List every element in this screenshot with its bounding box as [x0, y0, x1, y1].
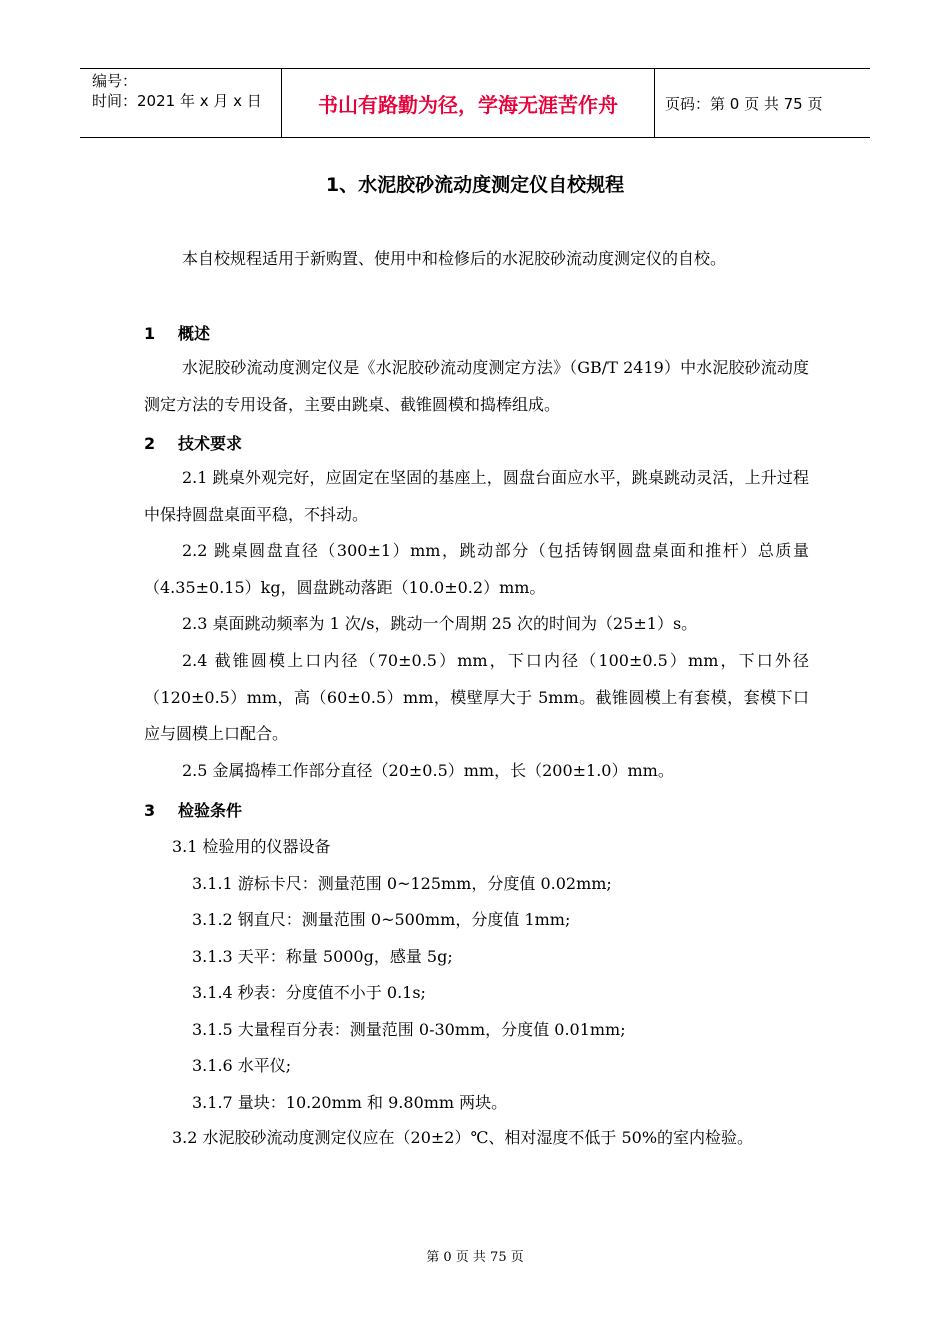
- equipment-item: 3.1.2 钢直尺：测量范围 0~500mm，分度值 1mm;: [192, 910, 571, 929]
- subsection-3-1: 3.1 检验用的仪器设备: [172, 837, 331, 856]
- subsection-3-2: 3.2 水泥胶砂流动度测定仪应在（20±2）℃、相对湿度不低于 50%的室内检验。: [172, 1128, 754, 1147]
- header-motto: 书山有路勤为径，学海无涯苦作舟: [318, 92, 618, 117]
- header-page-info: 页码：第 0 页 共 75 页: [665, 94, 823, 113]
- section-title: 概述: [178, 324, 211, 343]
- header-motto-cell: [281, 69, 655, 137]
- section-3-heading: [144, 798, 242, 821]
- section-number: 1: [144, 324, 156, 343]
- page-header: [80, 68, 870, 138]
- section-number: 3: [144, 801, 156, 820]
- section-title: 技术要求: [178, 434, 243, 453]
- document-title: 1、水泥胶砂流动度测定仪自校规程: [325, 174, 625, 196]
- section-2-heading: [144, 431, 242, 454]
- page-footer: 第 0 页 共 75 页: [426, 1250, 524, 1265]
- section-title: 检验条件: [178, 801, 243, 820]
- time-label: 时间：2021 年 x 月 x 日: [92, 92, 262, 110]
- number-label: 编号：: [92, 72, 138, 90]
- section-number: 2: [144, 434, 156, 453]
- equipment-item: 3.1.7 量块：10.20mm 和 9.80mm 两块。: [192, 1093, 508, 1112]
- intro-paragraph: 本自校规程适用于新购置、使用中和检修后的水泥胶砂流动度测定仪的自校。: [182, 249, 727, 268]
- equipment-item: 3.1.5 大量程百分表：测量范围 0-30mm，分度值 0.01mm;: [192, 1020, 626, 1039]
- equipment-item: 3.1.1 游标卡尺：测量范围 0~125mm，分度值 0.02mm;: [192, 874, 612, 893]
- equipment-item: 3.1.6 水平仪;: [192, 1056, 292, 1075]
- section-1-paragraph: 水泥胶砂流动度测定仪是《水泥胶砂流动度测定方法》（GB/T 2419）中水泥胶砂流动度测定方法的专用设备，主要由跳桌、截锥圆模和捣棒组成。: [144, 358, 809, 414]
- equipment-item: 3.1.4 秒表：分度值不小于 0.1s;: [192, 983, 426, 1002]
- header-meta: [80, 69, 280, 137]
- requirement-2-1: 2.1 跳桌外观完好，应固定在坚固的基座上，圆盘台面应水平，跳桌跳动灵活，上升过程中保持圆盘桌面平稳，不抖动。: [144, 468, 809, 524]
- requirement-2-2: 2.2 跳桌圆盘直径（300±1）mm，跳动部分（包括铸钢圆盘桌面和推杆）总质量（4.35±0.15）kg，圆盘跳动落距（10.0±0.2）mm。: [144, 541, 809, 597]
- equipment-item: 3.1.3 天平：称量 5000g，感量 5g;: [192, 947, 453, 966]
- requirement-2-3: 2.3 桌面跳动频率为 1 次/s，跳动一个周期 25 次的时间为（25±1）s。: [182, 614, 698, 633]
- section-1-heading: [144, 321, 210, 344]
- requirement-2-5: 2.5 金属捣棒工作部分直径（20±0.5）mm，长（200±1.0）mm。: [182, 761, 674, 780]
- requirement-2-4: 2.4 截锥圆模上口内径（70±0.5）mm，下口内径（100±0.5）mm，下口外径（120±0.5）mm，高（60±0.5）mm，模壁厚大于 5mm。截锥圆模上有套模，套模下口应与圆模上口配合。: [144, 651, 809, 743]
